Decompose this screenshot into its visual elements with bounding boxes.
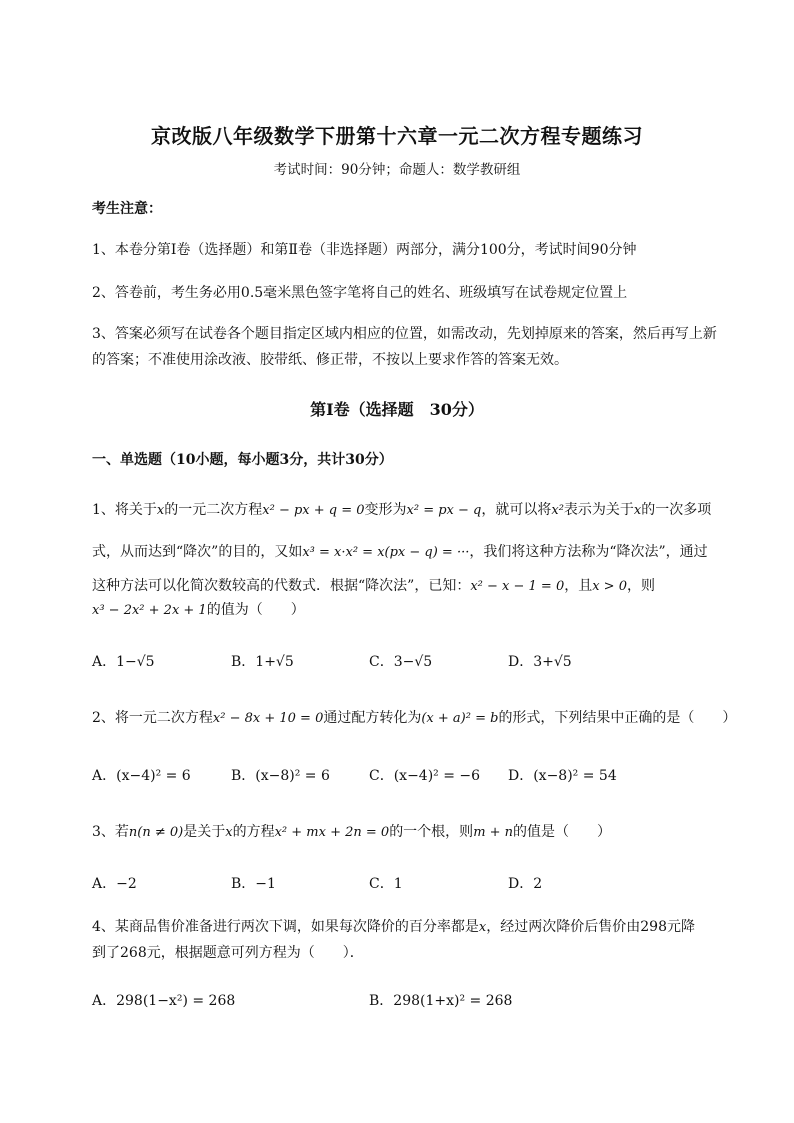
section-title: 第Ⅰ卷（选择题 30分） <box>310 400 484 419</box>
question-1-option-a[interactable]: A．1−√5 <box>92 654 155 670</box>
notice-item-2: 2、答卷前，考生务必用0.5毫米黑色签字笔将自己的姓名、班级填写在试卷规定位置上 <box>92 285 628 301</box>
exam-info: 考试时间：90分钟；命题人：数学教研组 <box>273 162 521 178</box>
question-4-option-a[interactable]: A．298(1−x²) = 268 <box>92 993 236 1009</box>
question-2-option-a[interactable]: A．(x−4)² = 6 <box>92 768 191 784</box>
question-4-option-b[interactable]: B．298(1+x)² = 268 <box>369 993 513 1009</box>
question-3-stem: 3、若n(n ≠ 0)是关于x的方程x² + mx + 2n = 0的一个根，则m + n的值是（ ） <box>92 824 612 840</box>
notice-item-3: 3、答案必须写在试卷各个题目指定区域内相应的位置，如需改动，先划掉原来的答案，然后再写上新 <box>92 326 717 342</box>
question-2-option-d[interactable]: D．(x−8)² = 54 <box>508 768 617 784</box>
question-4-line-1: 4、某商品售价准备进行两次下调，如果每次降价的百分率都是x，经过两次降价后售价由298元降 <box>92 919 695 935</box>
question-2-option-c[interactable]: C．(x−4)² = −6 <box>369 768 481 784</box>
part-heading: 一、单选题（10小题，每小题3分，共计30分） <box>92 452 393 468</box>
question-2-stem: 2、将一元二次方程x² − 8x + 10 = 0通过配方转化为(x + a)² = b的形式，下列结果中正确的是（ ） <box>92 710 737 726</box>
question-1-line-4: x³ − 2x² + 2x + 1的值为（ ） <box>92 602 305 618</box>
question-1-option-b[interactable]: B．1+√5 <box>231 654 294 670</box>
question-1-line-1: 1、将关于x的一元二次方程x² − px + q = 0变形为x² = px − q，就可以将x²表示为关于x的一次多项 <box>92 502 712 518</box>
page-title: 京改版八年级数学下册第十六章一元二次方程专题练习 <box>151 124 643 148</box>
question-1-line-3: 这种方法可以化简次数较高的代数式．根据“降次法”，已知：x² − x − 1 = 0，且x > 0，则 <box>92 578 655 594</box>
notice-heading: 考生注意： <box>92 201 162 217</box>
question-2-option-b[interactable]: B．(x−8)² = 6 <box>231 768 330 784</box>
notice-item-1: 1、本卷分第Ⅰ卷（选择题）和第Ⅱ卷（非选择题）两部分，满分100分，考试时间90分钟 <box>92 242 637 258</box>
question-1-line-2: 式，从而达到“降次”的目的，又如x³ = x·x² = x(px − q) = ···，我们将这种方法称为“降次法”，通过 <box>92 544 708 560</box>
question-1-option-d[interactable]: D．3+√5 <box>508 654 572 670</box>
question-3-option-a[interactable]: A．−2 <box>92 876 137 892</box>
question-4-line-2: 到了268元，根据题意可列方程为（ ）． <box>92 945 364 961</box>
notice-item-3-cont: 的答案；不准使用涂改液、胶带纸、修正带，不按以上要求作答的答案无效。 <box>92 352 568 368</box>
question-3-option-b[interactable]: B．−1 <box>231 876 276 892</box>
question-1-option-c[interactable]: C．3−√5 <box>369 654 433 670</box>
question-3-option-c[interactable]: C．1 <box>369 876 403 892</box>
question-3-option-d[interactable]: D．2 <box>508 876 543 892</box>
